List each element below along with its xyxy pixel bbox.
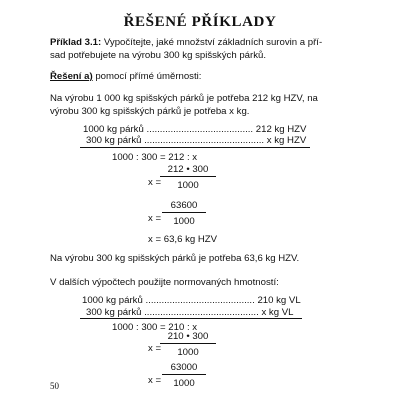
part1-eq2-fraction [160, 164, 216, 191]
row1-left: 1000 kg párků [82, 295, 143, 306]
part2-eq2-x: x = [148, 343, 162, 354]
part1-proportion-row2 [86, 134, 306, 147]
example-text-line1: Vypočítejte, jaké množství základních surovin a pří- [101, 37, 323, 48]
part2-divider [80, 318, 302, 319]
row2-right: x kg HZV [266, 135, 307, 146]
page-number: 50 [50, 381, 59, 391]
row2-left: 300 kg párků [86, 307, 142, 318]
part1-eq1: 1000 : 300 = 212 : x [112, 152, 198, 163]
fraction-denominator: 1000 [173, 216, 195, 227]
part1-eq3-x: x = [148, 213, 162, 224]
part1-eq4: x = 63,6 kg HZV [148, 234, 218, 245]
example-statement-line2: sad potřebujete na výrobu 300 kg spišských párků. [50, 50, 266, 61]
row2-dots: ............................................. [144, 135, 265, 146]
fraction-denominator: 1000 [173, 378, 195, 389]
part1-intro-line2: výrobu 300 kg spišských párků je potřeba x kg. [50, 106, 250, 117]
fraction-numerator: 63000 [162, 362, 206, 375]
fraction-denominator: 1000 [177, 180, 199, 191]
part1-divider [80, 147, 310, 148]
row2-left: 300 kg párků [86, 135, 142, 146]
row1-left: 1000 kg párků [83, 124, 144, 135]
row1-right: 210 kg VL [257, 295, 301, 306]
page-title: ŘEŠENÉ PŘÍKLADY [123, 14, 277, 30]
part1-result: Na výrobu 300 kg spišských párků je potřeba 63,6 kg HZV. [50, 253, 300, 264]
row1-right: 212 kg HZV [255, 124, 307, 135]
row2-right: x kg VL [261, 307, 294, 318]
solution-a-text: pomocí přímé úměrnosti: [92, 71, 202, 82]
row1-dots: ......................................... [145, 295, 255, 306]
fraction-numerator: 63600 [162, 200, 206, 213]
part1-eq3-fraction [162, 200, 206, 227]
example-label: Příklad 3.1: [50, 37, 102, 48]
part2-eq1: 1000 : 300 = 210 : x [112, 322, 198, 333]
part1-eq2-x: x = [148, 177, 162, 188]
part1-intro-line1: Na výrobu 1 000 kg spišských párků je potřeba 212 kg HZV, na [50, 93, 318, 104]
part2-eq2-fraction [160, 331, 216, 358]
example-statement-line1 [50, 36, 322, 49]
fraction-denominator: 1000 [177, 347, 199, 358]
row1-dots: ........................................ [146, 124, 254, 135]
fraction-numerator: 210 • 300 [160, 331, 216, 344]
part2-eq3-x: x = [148, 375, 162, 386]
solution-a-heading [50, 70, 201, 83]
part2-eq3-fraction [162, 362, 206, 389]
part2-intro: V dalších výpočtech použijte normovaných hmotností: [50, 277, 279, 288]
fraction-numerator: 212 • 300 [160, 164, 216, 177]
row2-dots: ........................................... [144, 307, 259, 318]
solution-a-label: Řešení a) [50, 71, 93, 82]
